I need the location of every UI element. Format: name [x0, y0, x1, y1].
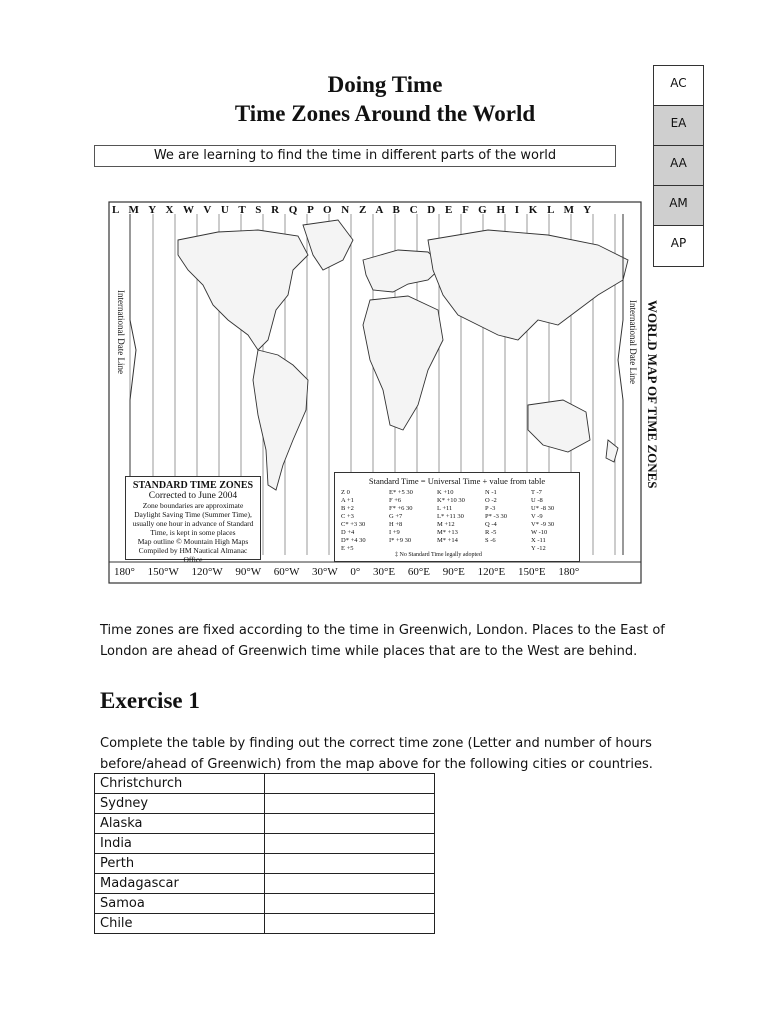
time-zone-answer-cell[interactable] [265, 774, 435, 794]
tab-ap: AP [654, 226, 703, 266]
offset-entry: C +3 [341, 513, 354, 520]
longitude-label: 30°W [312, 566, 338, 578]
time-zone-answer-cell[interactable] [265, 854, 435, 874]
offset-entry: N -1 [485, 489, 497, 496]
offset-entry: I +9 [389, 529, 400, 536]
assessment-tabs [653, 65, 704, 267]
offset-entry: M* +13 [437, 529, 458, 536]
table-note: ‡ No Standard Time legally adopted [395, 552, 482, 558]
offset-entry: F* +6 30 [389, 505, 413, 512]
tab-aa: AA [654, 146, 703, 186]
longitude-label: 60°W [273, 566, 300, 578]
offset-entry: R -5 [485, 529, 497, 536]
legend-corrected: Corrected to June 2004 [148, 491, 238, 501]
offset-entry: C* +3 30 [341, 521, 366, 528]
tab-ea: EA [654, 106, 703, 146]
longitude-label: 180° [558, 566, 580, 578]
legend-compiled: Compiled by HM Nautical Almanac Office [138, 546, 248, 564]
offset-column-5 [531, 489, 571, 553]
date-line-label-right: International Date Line [628, 300, 638, 384]
world-time-zone-map: L M Y X W V U T S R Q P O N Z A B C D E F G H I K L M Y International Date Line International Date Line WORLD MAP OF TIME ZONES STANDARD TIME ZONES Corrected to June 2004 Zone boundaries are approximate Daylight Saving Time (Summer Time), usually one hour in advance of Standard Time, is kept in some places Map outline © Mountain High Maps Compiled by HM Nautical Almanac Office Standard Time = Universal Time + value from table Z 0 A +1 B +2 C +3 C* +3 30 D +4 D* +4 30 E +5 E* +5 30 F +6 F* +6 30 G +7 H +8 I +9 I* +9 30 K +10 K* +10 30 L +11 L* +11 30 M +12 M* +13 M* +14 N -1 O -2 P -3 P* -3 30 Q -4 R -5 S -6 T -7 U -8 U* -8 30 V -9 V* -9 30 W -10 X -11 Y -12 ‡ No Standard Time legally adopted 180° 150°W 120°W 90°W 60°W 30°W 0° 30°E 60°E 90°E 120°E 150°E 180° [108, 200, 643, 585]
offset-entry: E* +5 30 [389, 489, 413, 496]
page-title-line-1: Doing Time [327, 72, 443, 97]
table-caption: Standard Time = Universal Time + value from table [368, 476, 546, 486]
offset-entry: V* -9 30 [531, 521, 555, 528]
offset-entry: T -7 [531, 489, 542, 496]
offset-entry: O -2 [485, 497, 497, 504]
longitude-label: 120°W [191, 566, 223, 578]
offset-entry: H +8 [389, 521, 403, 528]
offset-entry: I* +9 30 [389, 537, 412, 544]
offset-entry: D +4 [341, 529, 355, 536]
offset-entry: M +12 [437, 521, 455, 528]
longitude-label: 180° [114, 566, 135, 578]
city-name-cell: Chile [95, 914, 265, 934]
longitude-label: 0° [350, 566, 361, 578]
exercise-instructions: Complete the table by finding out the correct time zone (Letter and number of hours before/ahead of Greenwich) from the map above for the following cities or countries. [100, 736, 653, 772]
time-zone-answer-cell[interactable] [265, 914, 435, 934]
offset-entry: E +5 [341, 545, 354, 552]
offset-entry: S -6 [485, 537, 496, 544]
intro-paragraph: Time zones are fixed according to the time in Greenwich, London. Places to the East of London are ahead of Greenwich time while places that are to the West are behind. [100, 623, 665, 659]
table-row [95, 854, 435, 874]
tab-am: AM [654, 186, 703, 226]
city-name-cell: Samoa [95, 894, 265, 914]
legend-dst-3: Time, is kept in some places [150, 528, 236, 537]
offset-entry: Q -4 [485, 521, 497, 528]
legend-dst-1: Daylight Saving Time (Summer Time), [134, 510, 252, 519]
offset-entry: A +1 [341, 497, 354, 504]
legend-heading: STANDARD TIME ZONES [132, 480, 254, 491]
offset-entry: W -10 [531, 529, 548, 536]
offset-entry: U* -8 30 [531, 505, 555, 512]
offset-entry: P -3 [485, 505, 496, 512]
offset-entry: X -11 [531, 537, 546, 544]
time-zone-answer-cell[interactable] [265, 894, 435, 914]
offset-entry: K* +10 30 [437, 497, 465, 504]
date-line-label-left: International Date Line [116, 290, 126, 374]
offset-entry: M* +14 [437, 537, 458, 544]
offset-entry: Z 0 [341, 489, 350, 496]
city-name-cell: Alaska [95, 814, 265, 834]
table-row [95, 814, 435, 834]
offset-entry: K +10 [437, 489, 454, 496]
table-row [95, 774, 435, 794]
offset-entry: V -9 [531, 513, 543, 520]
longitude-scale [114, 566, 642, 578]
time-zone-answer-cell[interactable] [265, 814, 435, 834]
exercise-title: Exercise 1 [100, 688, 200, 713]
tab-ac: AC [654, 66, 703, 106]
longitude-label: 90°E [442, 566, 465, 578]
city-name-cell: Madagascar [95, 874, 265, 894]
learning-objective: We are learning to find the time in different parts of the world [94, 145, 616, 167]
table-row [95, 794, 435, 814]
offset-entry: D* +4 30 [341, 537, 366, 544]
zone-letters-row: L M Y X W V U T S R Q P O N Z A B C D E F G H I K L M Y [112, 204, 592, 216]
longitude-label: 150°W [147, 566, 179, 578]
city-name-cell: Perth [95, 854, 265, 874]
longitude-label: 60°E [407, 566, 431, 578]
table-row [95, 874, 435, 894]
table-row [95, 834, 435, 854]
time-zone-answer-cell[interactable] [265, 794, 435, 814]
offset-entry: B +2 [341, 505, 354, 512]
city-timezone-table [94, 773, 435, 934]
longitude-label: 30°E [373, 566, 396, 578]
time-zone-answer-cell[interactable] [265, 834, 435, 854]
city-name-cell: Christchurch [95, 774, 265, 794]
legend-approx: Zone boundaries are approximate [142, 501, 244, 510]
longitude-label: 90°W [235, 566, 261, 578]
longitude-label: 150°E [518, 566, 546, 578]
offset-entry: U -8 [531, 497, 543, 504]
offset-entry: F +6 [389, 497, 402, 504]
longitude-label: 120°E [477, 566, 506, 578]
offset-entry: Y -12 [531, 545, 546, 552]
standard-time-zones-legend [125, 476, 261, 564]
table-row [95, 894, 435, 914]
city-name-cell: India [95, 834, 265, 854]
table-row [95, 914, 435, 934]
offset-entry: P* -3 30 [485, 513, 508, 520]
offset-column-3 [437, 489, 477, 545]
city-name-cell: Sydney [95, 794, 265, 814]
legend-dst-2: usually one hour in advance of Standard [132, 519, 254, 528]
offset-column-4 [485, 489, 525, 545]
offset-entry: G +7 [389, 513, 403, 520]
offset-entry: L +11 [437, 505, 453, 512]
offset-column-2 [389, 489, 429, 545]
page-title-line-2: Time Zones Around the World [234, 101, 536, 126]
legend-outline: Map outline © Mountain High Maps [137, 537, 249, 546]
offset-entry: L* +11 30 [437, 513, 464, 520]
offset-column-1 [341, 489, 381, 553]
zone-offset-table [334, 472, 580, 562]
time-zone-answer-cell[interactable] [265, 874, 435, 894]
